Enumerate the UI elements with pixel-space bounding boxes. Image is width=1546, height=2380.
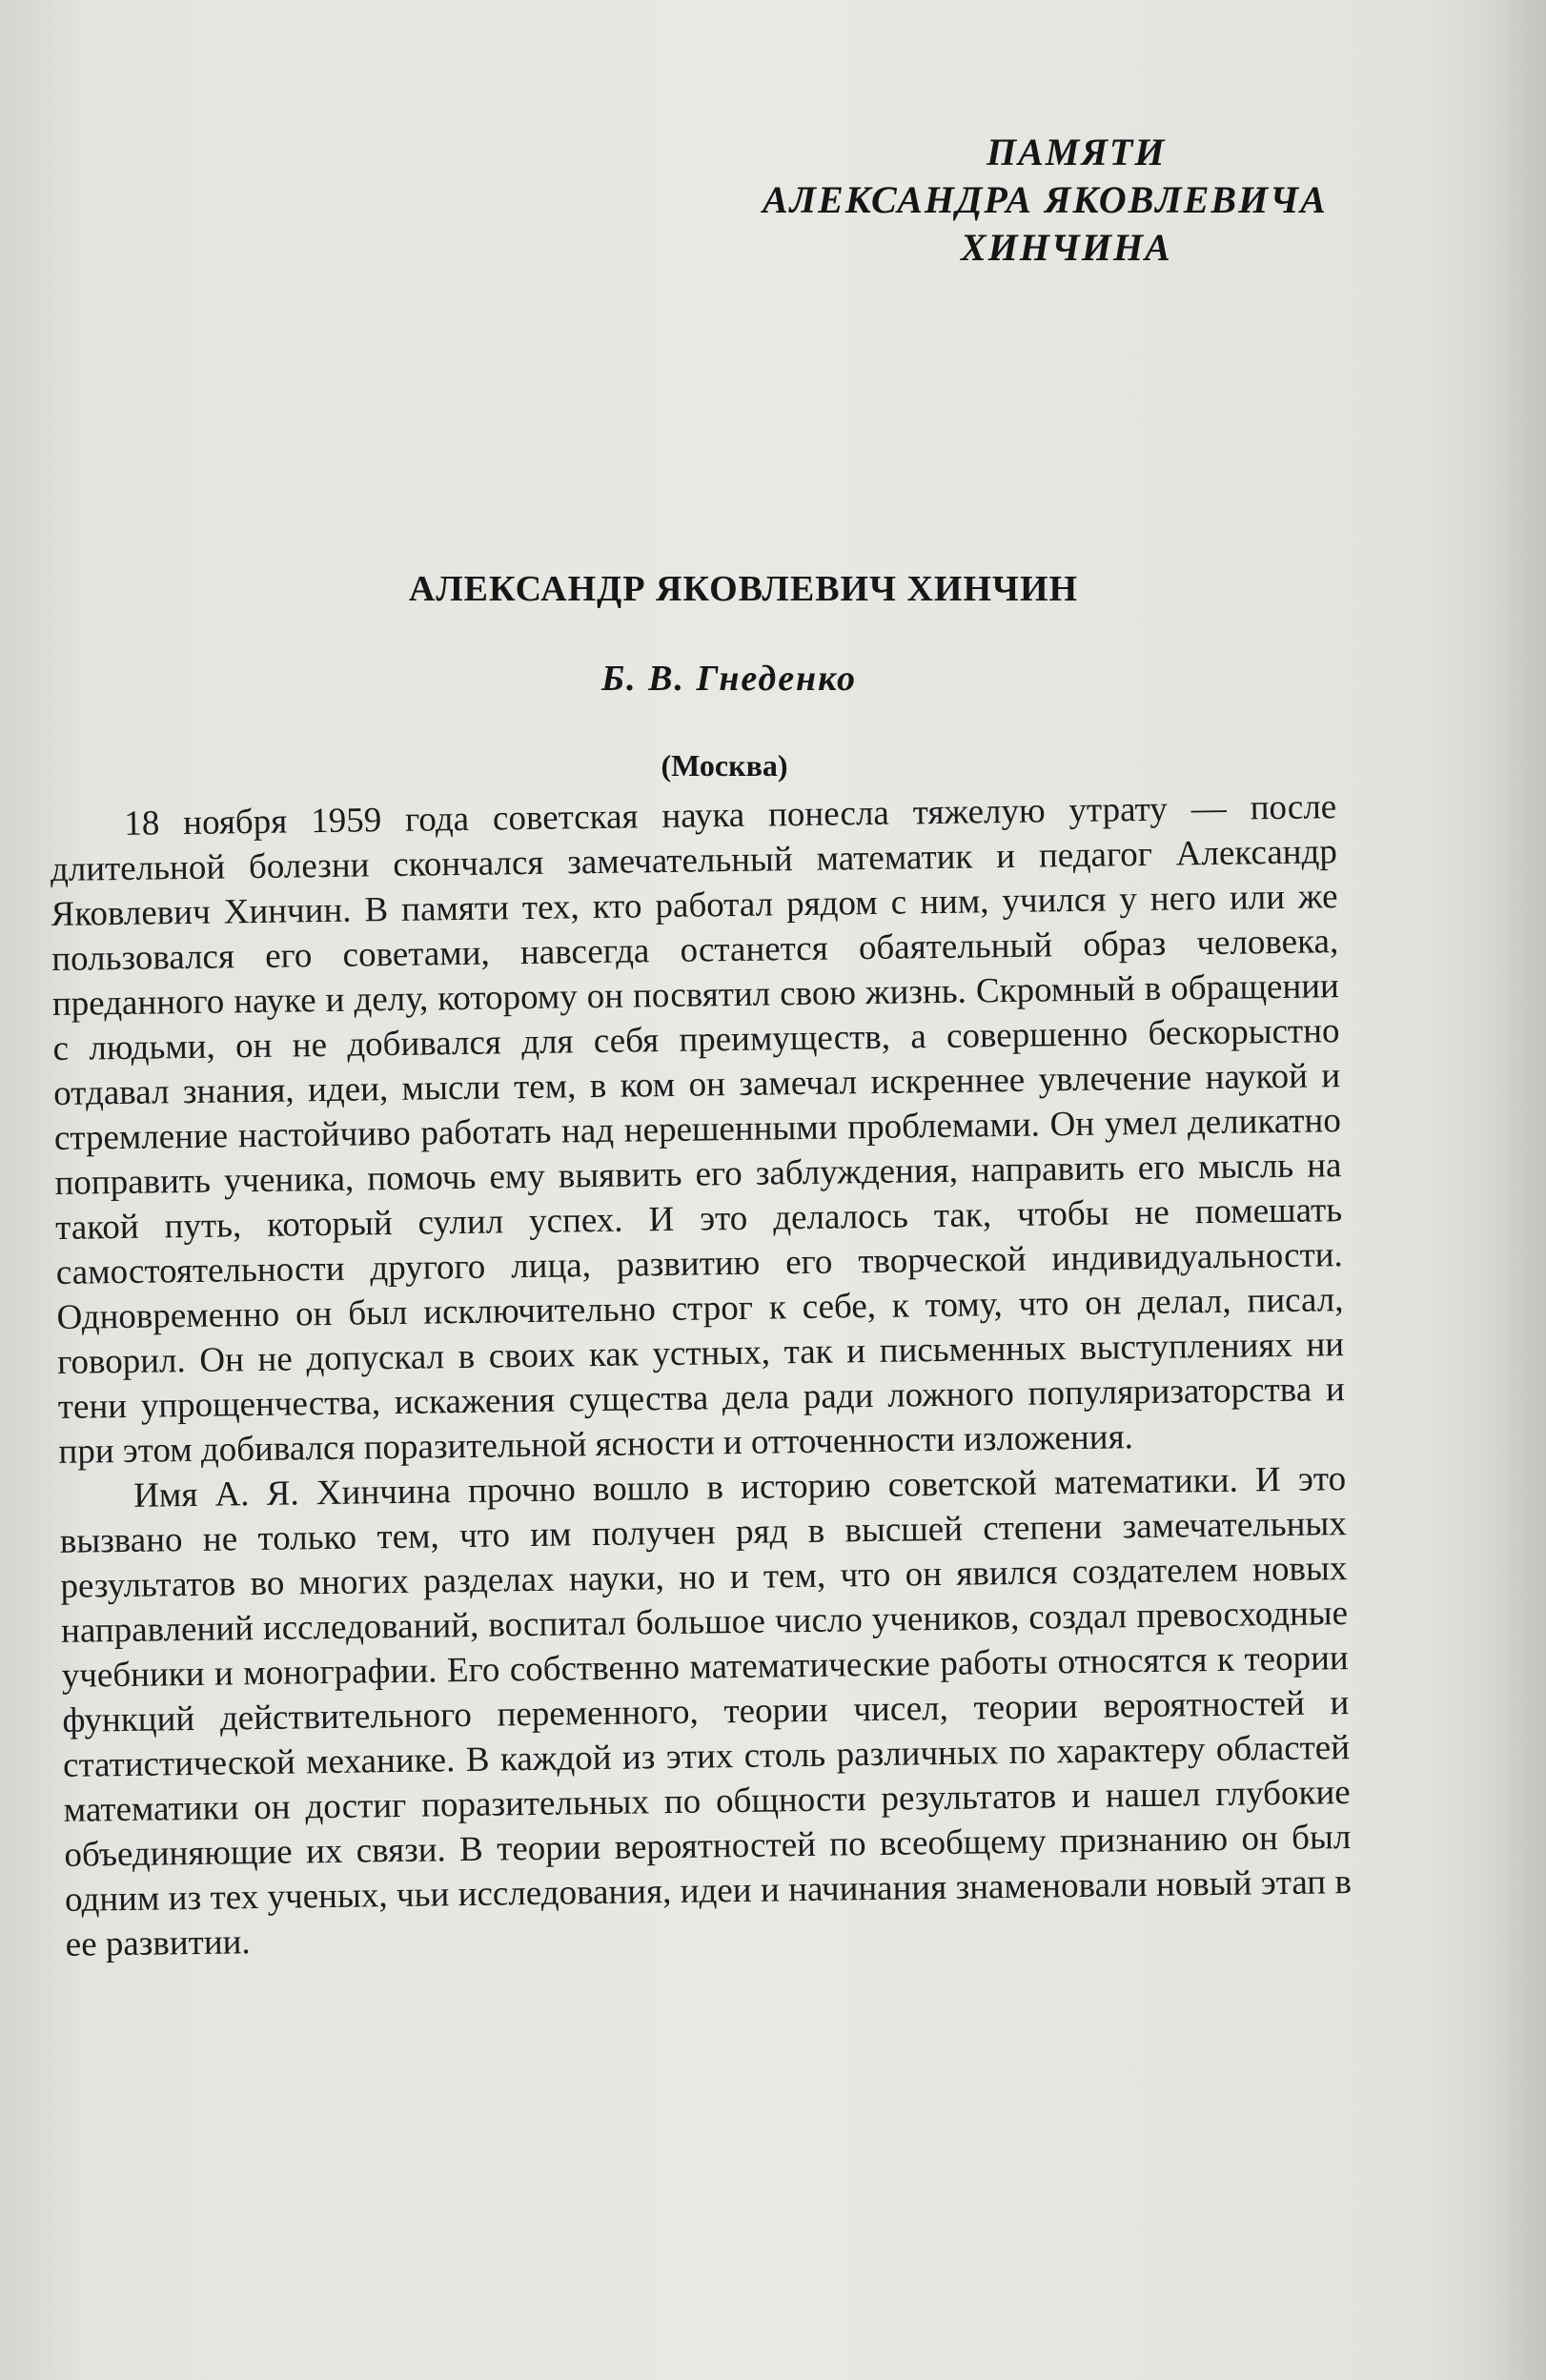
page-edge-shadow bbox=[1489, 0, 1546, 2380]
memorial-header-line-1: ПАМЯТИ bbox=[987, 131, 1167, 173]
paragraph: 18 ноября 1959 года советская наука понесла тяжелую утрату — после длительной болезни скончался замечательный математик и педагог Александр Яковлевич Хинчин. В памяти тех, кто работал рядом с ним, учился у него или же пользовался его советами, навсегда останется обаятельный образ человека, преданного науке и делу, которому он посвятил свою жизнь. Скромный в обращении с людьми, он не добивался для себя преимуществ, а совершенно бескорыстно отдавал знания, идеи, мысли тем, в ком он замечал искреннее увлечение наукой и стремление настойчиво работать над нерешенными проблемами. Он умел деликатно поправить ученика, помочь ему выявить его заблуждения, направить его мысль на такой путь, который сулил успех. И это делалось так, чтобы не помешать самостоятельности другого лица, развитию его творческой индивидуальности. Одновременно он был исключительно строг к себе, к тому, что он делал, писал, говорил. Он не допускал в своих как устных, так и письменных выступлениях ни тени упрощенчества, искажения существа дела ради ложного популяризаторства и при этом добивался поразительной ясности и отточенности изложения. bbox=[50, 787, 1346, 1472]
article-author: Б. В. Гнеденко bbox=[601, 659, 857, 699]
paragraph: Имя А. Я. Хинчина прочно вошло в историю советской математики. И это вызвано не только тем, что им получен ряд в высшей степени замечательных результатов во многих разделах науки, но и тем, что он явился создателем новых направлений исследований, воспитал большое число учеников, создал превосходные учебники и монографии. Его собственно математические работы относятся к теории функций действительного переменного, теории чисел, теории вероятностей и статистической механике. В каждой из этих столь различных по характеру областей математики он достиг поразительных по общности результатов и нашел глубокие объединяющие их связи. В теории вероятностей по всеобщему признанию он был одним из тех ученых, чьи исследования, идеи и начинания знаменовали новый этап в ее развитии. bbox=[59, 1459, 1353, 1964]
memorial-header-line-3: ХИНЧИНА bbox=[961, 226, 1172, 269]
article-body bbox=[50, 784, 1353, 1967]
article-city: (Москва) bbox=[661, 748, 788, 783]
article-title: АЛЕКСАНДР ЯКОВЛЕВИЧ ХИНЧИН bbox=[408, 569, 1079, 609]
memorial-header-line-2: АЛЕКСАНДРА ЯКОВЛЕВИЧА bbox=[763, 178, 1328, 221]
memorial-header bbox=[743, 129, 1411, 272]
